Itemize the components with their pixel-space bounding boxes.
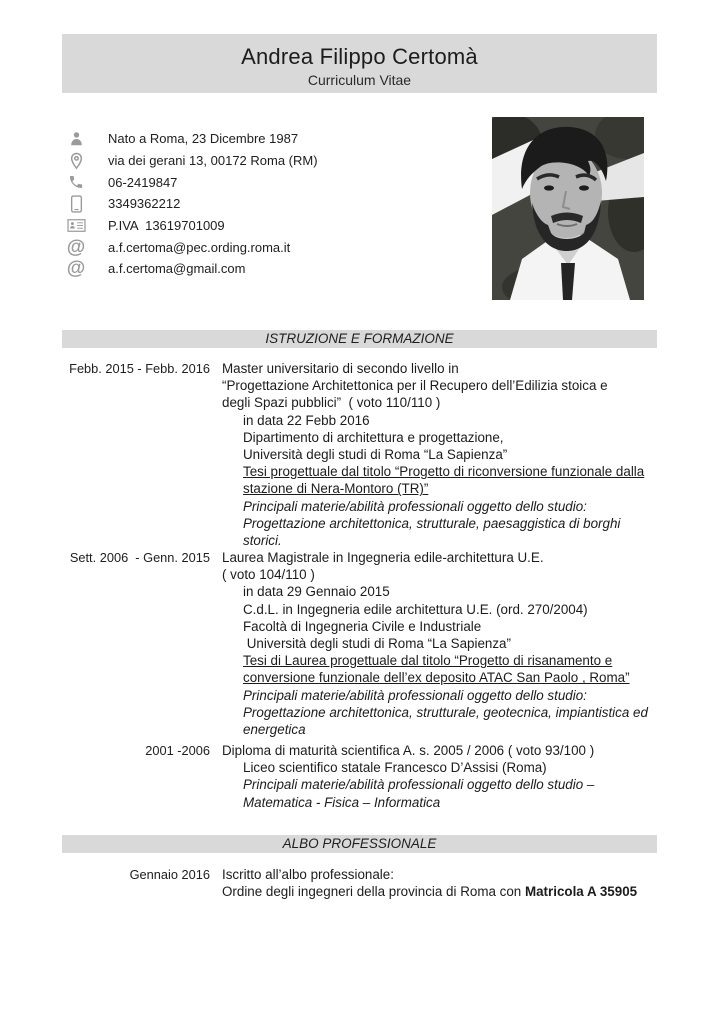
address: via dei gerani 13, 00172 Roma (RM)	[108, 153, 318, 169]
entry-line: in data 22 Febb 2016	[243, 412, 370, 428]
at-sign-icon: @	[66, 236, 86, 258]
contact-row-address	[63, 150, 318, 172]
entry-line-subjects: Principali materie/abilità professionali oggetto dello studio:	[243, 687, 587, 703]
entry-line: in data 29 Gennaio 2015	[243, 584, 390, 600]
page-subtitle: Curriculum Vitae	[307, 72, 412, 88]
entry-line-subjects: Progettazione architettonica, strutturale, geotecnica, impiantistica ed	[243, 704, 648, 720]
entry-line-thesis: Tesi di Laurea progettuale dal titolo “Progetto di risanamento e	[243, 653, 613, 669]
entry-line: Università degli studi di Roma “La Sapienza”	[243, 636, 511, 652]
id-card-icon	[63, 218, 89, 233]
contact-row-email	[63, 258, 318, 280]
matricola-number: Matricola A 35905	[524, 884, 638, 900]
entry-line-thesis: stazione di Nera-Montoro (TR)”	[243, 481, 429, 497]
entry-line: Master universitario di secondo livello in	[222, 361, 459, 376]
entry-line-subjects: storici.	[243, 533, 282, 549]
entry-body	[222, 866, 672, 900]
entry-line: Iscritto all’albo professionale:	[222, 867, 394, 882]
location-pin-icon	[63, 152, 89, 170]
at-sign-icon: @	[66, 258, 86, 280]
contact-row-phone	[63, 171, 318, 193]
contact-row-piva	[63, 215, 318, 237]
entry-line-subjects: Matematica - Fisica – Informatica	[243, 794, 441, 810]
entry-period: Febb. 2015 - Febb. 2016	[69, 361, 210, 376]
pec-email: a.f.certoma@pec.ording.roma.it	[108, 239, 291, 255]
section-header-istruzione: ISTRUZIONE E FORMAZIONE	[62, 330, 657, 348]
education-entry-master	[0, 360, 672, 549]
education-entry-laurea	[0, 549, 672, 738]
section-header-albo: ALBO PROFESSIONALE	[62, 835, 657, 853]
landline-number: 06-2419847	[108, 174, 178, 190]
entry-line: Dipartimento di architettura e progettazione,	[243, 429, 504, 445]
birth-info: Nato a Roma, 23 Dicembre 1987	[108, 131, 299, 147]
entry-line-thesis: Tesi progettuale dal titolo “Progetto di riconversione funzionale dalla	[243, 464, 645, 480]
entry-line-subjects: Principali materie/abilità professionali oggetto dello studio:	[243, 498, 587, 514]
entry-line: Laurea Magistrale in Ingegneria edile-architettura U.E.	[222, 550, 544, 565]
entry-line: Diploma di maturità scientifica A. s. 2005 / 2006 ( voto 93/100 )	[222, 743, 595, 758]
albo-registration-text: Ordine degli ingegneri della provincia di Roma con	[222, 884, 525, 900]
portrait-photo	[492, 117, 644, 300]
person-icon	[63, 131, 89, 147]
entry-line-subjects: Principali materie/abilità professionali oggetto dello studio –	[243, 777, 595, 793]
entry-body	[222, 549, 672, 738]
contact-row-mobile	[63, 193, 318, 215]
albo-entry	[0, 866, 672, 900]
contact-row-pec-email	[63, 236, 318, 258]
entry-line-subjects: energetica	[243, 722, 306, 738]
title-bar	[62, 34, 657, 93]
contact-row-birth	[63, 128, 318, 150]
entry-line: ( voto 104/110 )	[222, 567, 315, 583]
phone-icon	[63, 174, 89, 190]
entry-line: Liceo scientifico statale Francesco D’Assisi (Roma)	[243, 760, 547, 776]
entry-line: C.d.L. in Ingegneria edile architettura U.E. (ord. 270/2004)	[243, 601, 588, 617]
mobile-phone-icon	[63, 195, 89, 213]
contact-block	[63, 128, 318, 280]
entry-line-thesis: conversione funzionale dell’ex deposito ATAC San Paolo , Roma”	[243, 670, 630, 686]
mobile-number: 3349362212	[108, 196, 181, 212]
entry-line	[222, 883, 672, 900]
education-entry-diploma	[0, 742, 672, 811]
entry-line: degli Spazi pubblici” ( voto 110/110 )	[222, 395, 441, 411]
piva-number: P.IVA 13619701009	[108, 218, 225, 234]
entry-line-subjects: Progettazione architettonica, strutturale, paesaggistica di borghi	[243, 515, 621, 531]
personal-email: a.f.certoma@gmail.com	[108, 261, 246, 277]
entry-body	[222, 360, 672, 549]
page-title: Andrea Filippo Certomà	[241, 44, 478, 69]
entry-line: Facoltà di Ingegneria Civile e Industriale	[243, 618, 482, 634]
entry-period: 2001 -2006	[145, 743, 210, 758]
entry-period: Sett. 2006 - Genn. 2015	[69, 550, 210, 565]
entry-period: Gennaio 2016	[129, 867, 210, 882]
entry-line: Università degli studi di Roma “La Sapienza”	[243, 447, 508, 463]
entry-line: “Progettazione Architettonica per il Recupero dell’Edilizia stoica e	[222, 378, 608, 394]
entry-body	[222, 742, 672, 811]
